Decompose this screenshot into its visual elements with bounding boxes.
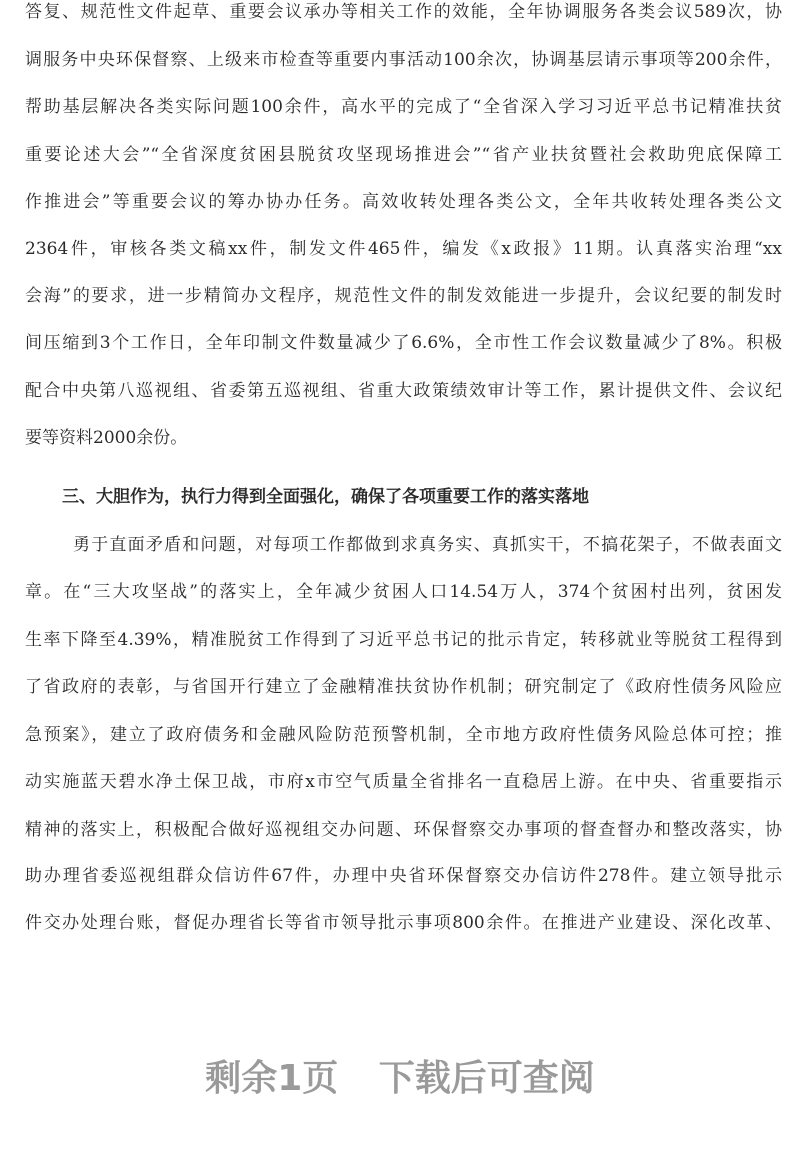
paragraph1-line: 帮助基层解决各类实际问题100余件，高水平的完成了“全省深入学习习近平总书记精准扶贫: [25, 97, 782, 117]
paragraph1-line: 要等资料2000余份。: [25, 428, 188, 448]
paragraph1-line: 重要论述大会”“全省深度贫困县脱贫攻坚现场推进会”“省产业扶贫暨社会救助兜底保障工: [25, 145, 782, 165]
paragraph1-line: 调服务中央环保督察、上级来市检查等重要内事活动100余次，协调基层请示事项等200余件，: [25, 50, 782, 70]
paragraph1-line: 间压缩到3个工作日，全年印制文件数量减少了6.6%，全市性工作会议数量减少了8%。积极: [25, 333, 782, 353]
section-heading: 三、大胆作为，执行力得到全面强化，确保了各项重要工作的落实落地: [62, 487, 589, 507]
paragraph1-line: 答复、规范性文件起草、重要会议承办等相关工作的效能，全年协调服务各类会议589次，协: [25, 2, 782, 22]
paragraph2-line: 急预案》，建立了政府债务和金融风险防范预警机制，全市地方政府性债务风险总体可控；推: [25, 725, 782, 745]
paragraph2-line: 动实施蓝天碧水净土保卫战，市府x市空气质量全省排名一直稳居上游。在中央、省重要指示: [25, 772, 782, 792]
download-prompt[interactable]: [0, 1050, 800, 1101]
paragraph2-line: 助办理省委巡视组群众信访件67件，办理中央省环保督察交办信访件278件。建立领导批示: [25, 866, 782, 886]
remaining-pages-label: 剩余1页: [205, 1058, 339, 1099]
download-hint-label: 下载后可查阅: [378, 1058, 595, 1099]
paragraph1-line: 配合中央第八巡视组、省委第五巡视组、省重大政策绩效审计等工作，累计提供文件、会议纪: [25, 381, 782, 401]
paragraph2-line: 件交办处理台账，督促办理省长等省市领导批示事项800余件。在推进产业建设、深化改革、: [25, 913, 782, 933]
paragraph2-line: 生率下降至4.39%，精准脱贫工作得到了习近平总书记的批示肯定，转移就业等脱贫工程得到: [25, 630, 782, 650]
paragraph1-line: 2364件，审核各类文稿xx件，制发文件465件，编发《x政报》11期。认真落实治理“xx: [25, 239, 782, 259]
paragraph2-line: 章。在“三大攻坚战”的落实上，全年减少贫困人口14.54万人，374个贫困村出列，贫困发: [25, 582, 782, 602]
paragraph2-line: 了省政府的表彰，与省国开行建立了金融精准扶贫协作机制；研究制定了《政府性债务风险应: [25, 677, 782, 697]
paragraph2-line: 精神的落实上，积极配合做好巡视组交办问题、环保督察交办事项的督查督办和整改落实，协: [25, 820, 782, 840]
paragraph1-line: 作推进会”等重要会议的筹办协办任务。高效收转处理各类公文，全年共收转处理各类公文: [25, 192, 782, 212]
paragraph2-line: 勇于直面矛盾和问题，对每项工作都做到求真务实、真抓实干，不搞花架子，不做表面文: [73, 535, 782, 555]
paragraph1-line: 会海”的要求，进一步精简办文程序，规范性文件的制发效能进一步提升，会议纪要的制发时: [25, 286, 782, 306]
